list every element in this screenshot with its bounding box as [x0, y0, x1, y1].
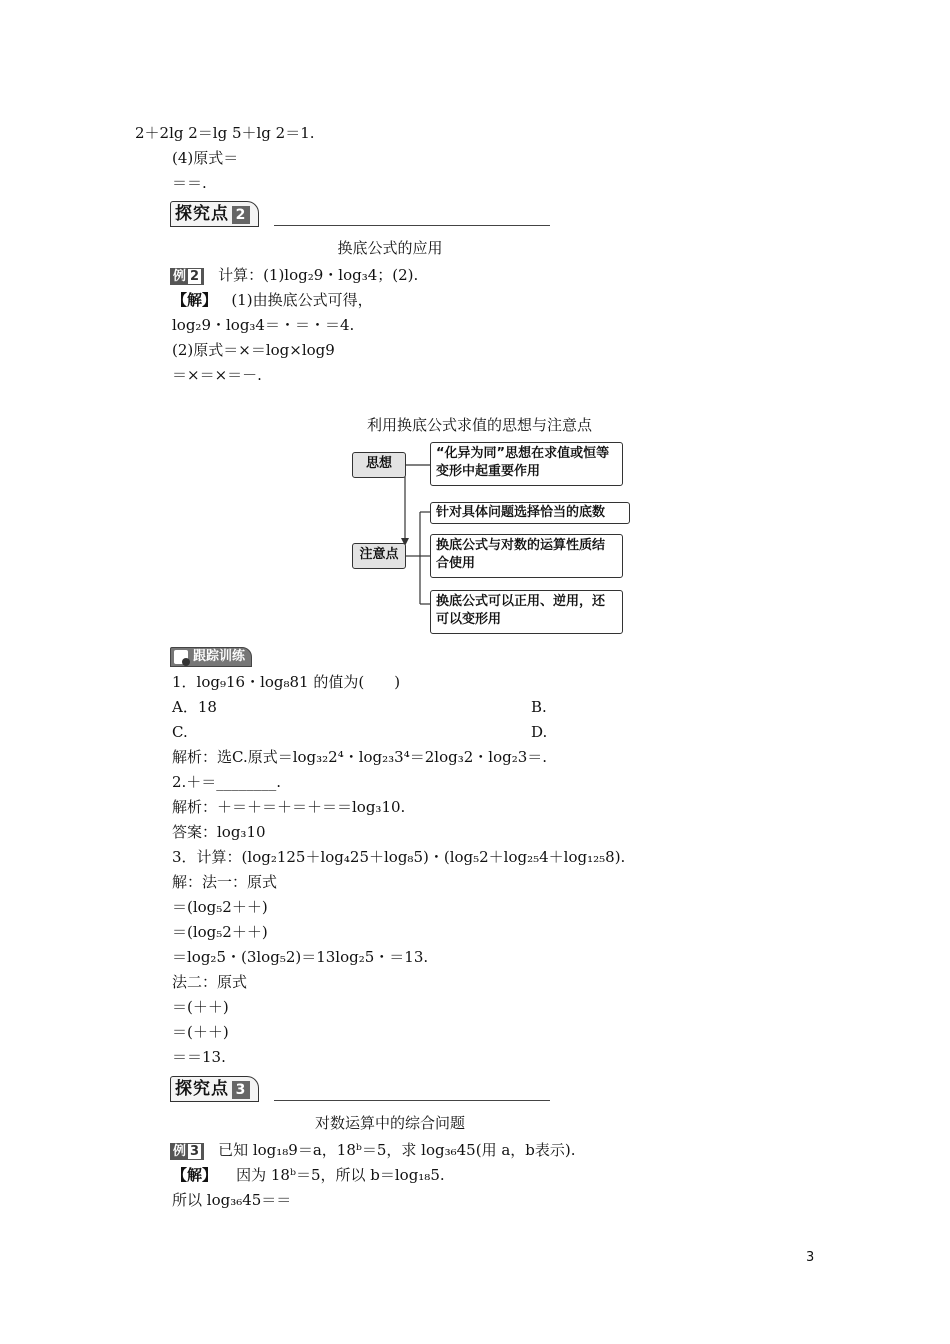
tracking-banner — [170, 645, 252, 667]
solution-tag: 【解】 — [172, 1166, 218, 1184]
solution-line: 法二：原式 — [172, 973, 248, 991]
example-label: 例 2 — [170, 268, 204, 285]
option-d: D. — [531, 723, 548, 741]
section-rule — [274, 225, 550, 226]
solution-text: 因为 18ᵇ＝5，所以 b＝log₁₈5. — [236, 1166, 445, 1184]
option-c: C. — [172, 723, 188, 741]
solution-line: ＝log₂5・(3log₅2)＝13log₂5・＝13. — [172, 948, 429, 966]
section-tag — [170, 1076, 259, 1102]
note-box-1: 针对具体问题选择恰当的底数 — [430, 502, 630, 524]
solution-line — [172, 1165, 445, 1185]
idea-text-box: “化异为同”思想在求值或恒等变形中起重要作用 — [430, 442, 623, 486]
section-tag — [170, 201, 259, 227]
section-tag-label: 探究点 — [175, 1079, 229, 1099]
solution-line: ＝(log₅2＋＋) — [172, 898, 268, 916]
note-node: 注意点 — [352, 543, 406, 569]
solution-line: (2)原式＝×＝log×log9 — [172, 341, 335, 359]
diagram-title: 利用换底公式求值的思想与注意点 — [367, 416, 593, 434]
section-number: 3 — [232, 1081, 250, 1099]
section-banner — [170, 201, 550, 229]
section-title: 换底公式的应用 — [337, 239, 443, 257]
section-number: 2 — [232, 206, 250, 224]
tracking-tag — [170, 647, 252, 667]
example-label: 例 3 — [170, 1143, 204, 1160]
section-banner — [170, 1076, 550, 1104]
example-text: 已知 log₁₈9＝a，18ᵇ＝5，求 log₃₆45(用 a，b表示). — [218, 1141, 576, 1159]
section-title: 对数运算中的综合问题 — [314, 1114, 465, 1132]
option-a: A．18 — [172, 698, 217, 716]
idea-node: 思想 — [352, 452, 406, 478]
section-tag-label: 探究点 — [175, 204, 229, 224]
example-heading — [170, 1140, 576, 1160]
solution-line: ＝＝13. — [172, 1048, 226, 1066]
solution-line: 解：法一：原式 — [172, 873, 278, 891]
option-b: B. — [531, 698, 547, 716]
answer: 答案：log₃10 — [172, 823, 266, 841]
solution-line: log₂9・log₃4＝・＝・＝4. — [172, 316, 355, 334]
solution-line — [172, 290, 373, 310]
text-line: ＝＝. — [172, 174, 207, 192]
question: 3．计算：(log₂125＋log₄25＋log₈5)・(log₅2＋log₂₅4＋log₁₂₅8). — [172, 848, 626, 866]
solution-line: ＝(log₅2＋＋) — [172, 923, 268, 941]
example-heading — [170, 265, 418, 285]
checklist-icon — [174, 650, 188, 664]
solution-line: ＝×＝×＝－. — [172, 366, 262, 384]
note-box-2: 换底公式与对数的运算性质结合使用 — [430, 534, 623, 578]
section-rule — [274, 1100, 550, 1101]
analysis: 解析：＋＝＋＝＋＝＋＝＝log₃10. — [172, 798, 406, 816]
tracking-tag-label: 跟踪训练 — [193, 649, 246, 664]
question: 2.＋＝________. — [172, 773, 282, 791]
text-line: 2＋2lg 2＝lg 5＋lg 2＝1. — [135, 124, 315, 142]
solution-line: ＝(＋＋) — [172, 1023, 229, 1041]
solution-tag: 【解】 — [172, 291, 218, 309]
text-line: (4)原式＝ — [172, 149, 239, 167]
question: 1．log₉16・log₈81 的值为( ) — [172, 673, 401, 691]
page-number: 3 — [806, 1250, 815, 1265]
solution-line: 所以 log₃₆45＝＝ — [172, 1191, 292, 1209]
solution-text: (1)由换底公式可得， — [231, 291, 373, 309]
solution-line: ＝(＋＋) — [172, 998, 229, 1016]
analysis: 解析：选C.原式＝log₃₂2⁴・log₂₃3⁴＝2log₃2・log₂3＝. — [172, 748, 548, 766]
note-box-3: 换底公式可以正用、逆用，还可以变形用 — [430, 590, 623, 634]
example-text: 计算：(1)log₂9・log₃4；(2). — [218, 266, 419, 284]
